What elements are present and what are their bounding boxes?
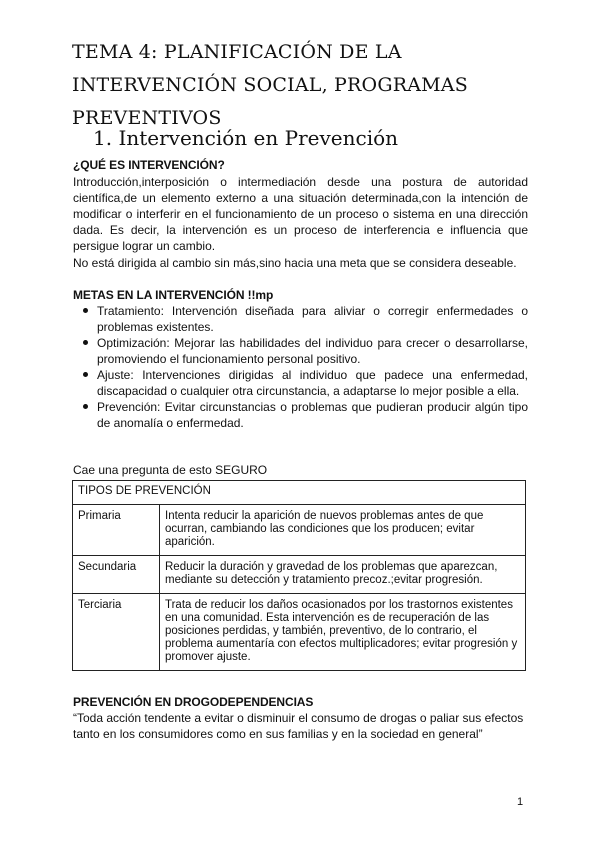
prevention-type-cell: Primaria [73, 505, 160, 556]
intervention-definition: Introducción,interposición o intermediación desde una postura de autoridad científica,de un elemento externo a una situación determinada,con la intención de modificar o interferir en el funcionamiento de un proceso o sistema en una dirección dada. Es decir, la intervención es un proceso de interferencia e influencia que persigue lograr un cambio. [73, 175, 528, 253]
section-heading: 1. Intervención en Prevención [93, 126, 399, 150]
prevention-description-cell: Trata de reducir los daños ocasionados por los trastornos existentes en una comunidad. Esta intervención es de recuperación de las posiciones perdidas, y también, preventivo, de lo contrario, el problema aumentaría con efectos multiplicadores; evitar progresión y promover ajuste. [160, 594, 526, 671]
intervention-question: ¿QUÉ ES INTERVENCIÓN? [73, 158, 225, 172]
prevention-description-cell: Reducir la duración y gravedad de los problemas que aparezcan, mediante su detección y tratamiento precoz.;evitar progresión. [160, 556, 526, 594]
table-header-row [73, 481, 526, 505]
bullet-icon [83, 308, 88, 313]
goal-text: Tratamiento: Intervención diseñada para aliviar o corregir enfermedades o problemas existentes. [97, 304, 528, 334]
list-item [73, 335, 528, 367]
list-item [73, 399, 528, 431]
list-item [73, 367, 528, 399]
prevention-types-table [72, 480, 526, 671]
goal-text: Optimización: Mejorar las habilidades del individuo para crecer o desarrollarse, promoviendo el funcionamiento personal positivo. [97, 336, 528, 366]
page-number: 1 [517, 796, 524, 808]
bullet-icon [83, 404, 88, 409]
document-title-line-1: TEMA 4: PLANIFICACIÓN DE LA INTERVENCIÓN SOCIAL, PROGRAMAS [72, 41, 468, 96]
table-row [73, 556, 526, 594]
table-row [73, 505, 526, 556]
exam-note: Cae una pregunta de esto SEGURO [73, 463, 268, 477]
list-item [73, 303, 528, 335]
bullet-icon [83, 372, 88, 377]
table-row [73, 594, 526, 671]
drug-prevention-heading: PREVENCIÓN EN DROGODEPENDENCIAS [73, 695, 314, 709]
document-title [72, 36, 542, 135]
prevention-type-cell: Secundaria [73, 556, 160, 594]
goal-text: Ajuste: Intervenciones dirigidas al individuo que padece una enfermedad, discapacidad o cualquier otra circunstancia, a adaptarse lo mejor posible a ella. [97, 368, 528, 398]
prevention-description-cell: Intenta reducir la aparición de nuevos problemas antes de que ocurran, cambiando las condiciones que los producen; evitar aparición. [160, 505, 526, 556]
prevention-type-cell: Terciaria [73, 594, 160, 671]
document-title-line-2: PREVENTIVOS [72, 107, 222, 129]
table-header-cell: TIPOS DE PREVENCIÓN [73, 481, 526, 505]
goal-text: Prevención: Evitar circunstancias o problemas que pudieran producir algún tipo de anomalía o enfermedad. [97, 400, 528, 430]
goals-heading: METAS EN LA INTERVENCIÓN !!mp [73, 288, 274, 302]
bullet-icon [83, 340, 88, 345]
drug-prevention-quote: “Toda acción tendente a evitar o disminuir el consumo de drogas o paliar sus efectos tanto en los consumidores como en sus familias y en la sociedad en general” [73, 711, 524, 741]
intervention-note: No está dirigida al cambio sin más,sino hacia una meta que se considera deseable. [73, 256, 517, 270]
goals-list [73, 303, 528, 431]
